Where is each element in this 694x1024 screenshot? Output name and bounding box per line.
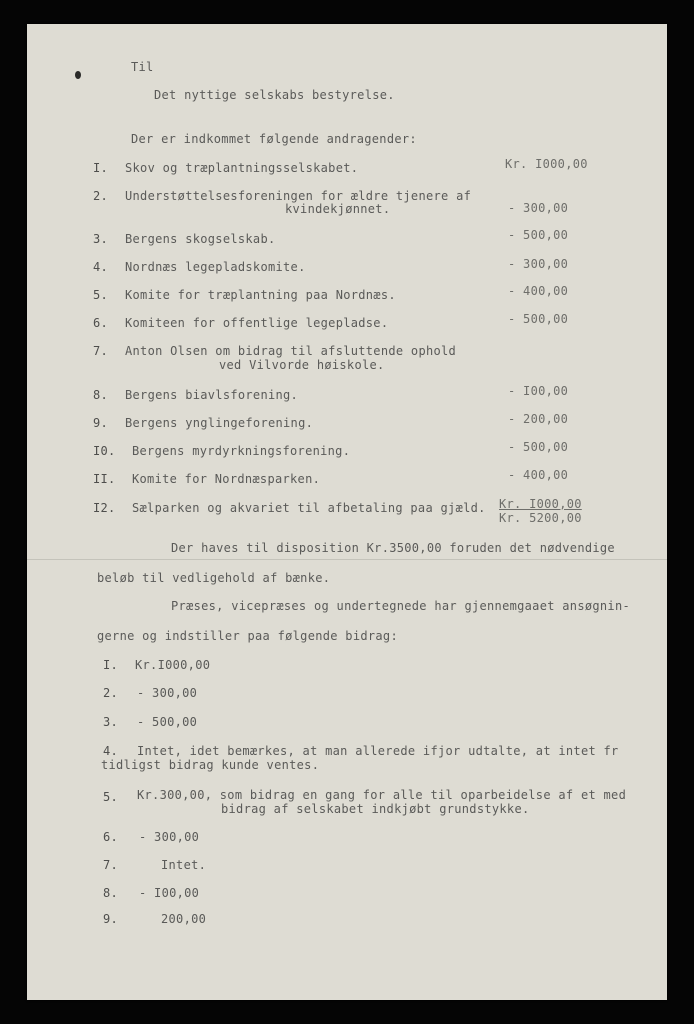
paragraph-line: gerne og indstiller paa følgende bidrag: <box>97 629 398 643</box>
recommendation-text: - 300,00 <box>137 686 198 700</box>
application-number: 9. <box>93 416 109 430</box>
application-text: Komite for Nordnæsparken. <box>132 472 321 486</box>
recommendation-number: 6. <box>103 830 119 844</box>
application-amount: - 400,00 <box>508 468 569 482</box>
application-amount: - 500,00 <box>508 312 569 326</box>
application-amount: - 400,00 <box>508 284 569 298</box>
application-number: 7. <box>93 344 109 358</box>
application-number: 8. <box>93 388 109 402</box>
application-number: 5. <box>93 288 109 302</box>
application-amount: - 300,00 <box>508 257 569 271</box>
recommendation-text: Intet, idet bemærkes, at man allerede ifjor udtalte, at intet fr <box>137 744 619 758</box>
application-number: 4. <box>93 260 109 274</box>
recommendation-number: 7. <box>103 858 119 872</box>
recommendation-number: I. <box>103 658 119 672</box>
application-text: Bergens myrdyrkningsforening. <box>132 444 351 458</box>
recommendation-text: 200,00 <box>161 912 207 926</box>
application-number: I. <box>93 161 109 175</box>
application-number: I0. <box>93 444 116 458</box>
application-text: Understøttelsesforeningen for ældre tjenere af <box>125 189 472 203</box>
application-number: 3. <box>93 232 109 246</box>
application-text: Bergens ynglingeforening. <box>125 416 314 430</box>
recommendation-text: - I00,00 <box>139 886 200 900</box>
application-amount: - 200,00 <box>508 412 569 426</box>
application-amount: - 500,00 <box>508 440 569 454</box>
application-amount: Kr. I000,00 <box>505 157 588 171</box>
application-text: Nordnæs legepladskomite. <box>125 260 306 274</box>
application-text: Sælparken og akvariet til afbetaling paa gjæld. <box>132 501 486 515</box>
application-amount: Kr. I000,00 <box>499 497 582 511</box>
recipient-line: Det nyttige selskabs bestyrelse. <box>154 88 395 102</box>
recommendation-text: Intet. <box>161 858 207 872</box>
document-page <box>27 24 667 1000</box>
paragraph-line: Der haves til disposition Kr.3500,00 foruden det nødvendige <box>171 541 615 555</box>
recommendation-text: Kr.300,00, som bidrag en gang for alle til oparbeidelse af et med <box>137 788 627 802</box>
application-text-continued: ved Vilvorde høiskole. <box>219 358 385 372</box>
recommendation-text-continued: tidligst bidrag kunde ventes. <box>101 758 320 772</box>
recommendation-number: 9. <box>103 912 119 926</box>
application-text: Anton Olsen om bidrag til afsluttende ophold <box>125 344 457 358</box>
recommendation-number: 4. <box>103 744 119 758</box>
application-text: Bergens biavlsforening. <box>125 388 299 402</box>
intro-line: Der er indkommet følgende andragender: <box>131 132 417 146</box>
application-amount: - 300,00 <box>508 201 569 215</box>
application-number: I2. <box>93 501 116 515</box>
punch-hole <box>75 71 81 79</box>
application-amount: - 500,00 <box>508 228 569 242</box>
application-amount: - I00,00 <box>508 384 569 398</box>
paragraph-line: beløb til vedligehold af bænke. <box>97 571 331 585</box>
application-text: Skov og træplantningsselskabet. <box>125 161 359 175</box>
application-number: 2. <box>93 189 109 203</box>
application-text: Bergens skogselskab. <box>125 232 276 246</box>
recommendation-number: 3. <box>103 715 119 729</box>
recommendation-text: - 300,00 <box>139 830 200 844</box>
recommendation-number: 2. <box>103 686 119 700</box>
recommendation-number: 5. <box>103 790 119 804</box>
recommendation-text: Kr.I000,00 <box>135 658 211 672</box>
total-amount: Kr. 5200,00 <box>499 511 582 525</box>
application-number: 6. <box>93 316 109 330</box>
recommendation-number: 8. <box>103 886 119 900</box>
salutation: Til <box>131 60 154 74</box>
paragraph-line: Præses, vicepræses og undertegnede har gjennemgaaet ansøgnin- <box>171 599 631 613</box>
fold-line <box>27 559 667 560</box>
application-text: Komite for træplantning paa Nordnæs. <box>125 288 396 302</box>
application-text: Komiteen for offentlige legepladse. <box>125 316 389 330</box>
application-text-continued: kvindekjønnet. <box>285 202 391 216</box>
application-number: II. <box>93 472 116 486</box>
recommendation-text-continued: bidrag af selskabet indkjøbt grundstykke. <box>221 802 530 816</box>
recommendation-text: - 500,00 <box>137 715 198 729</box>
